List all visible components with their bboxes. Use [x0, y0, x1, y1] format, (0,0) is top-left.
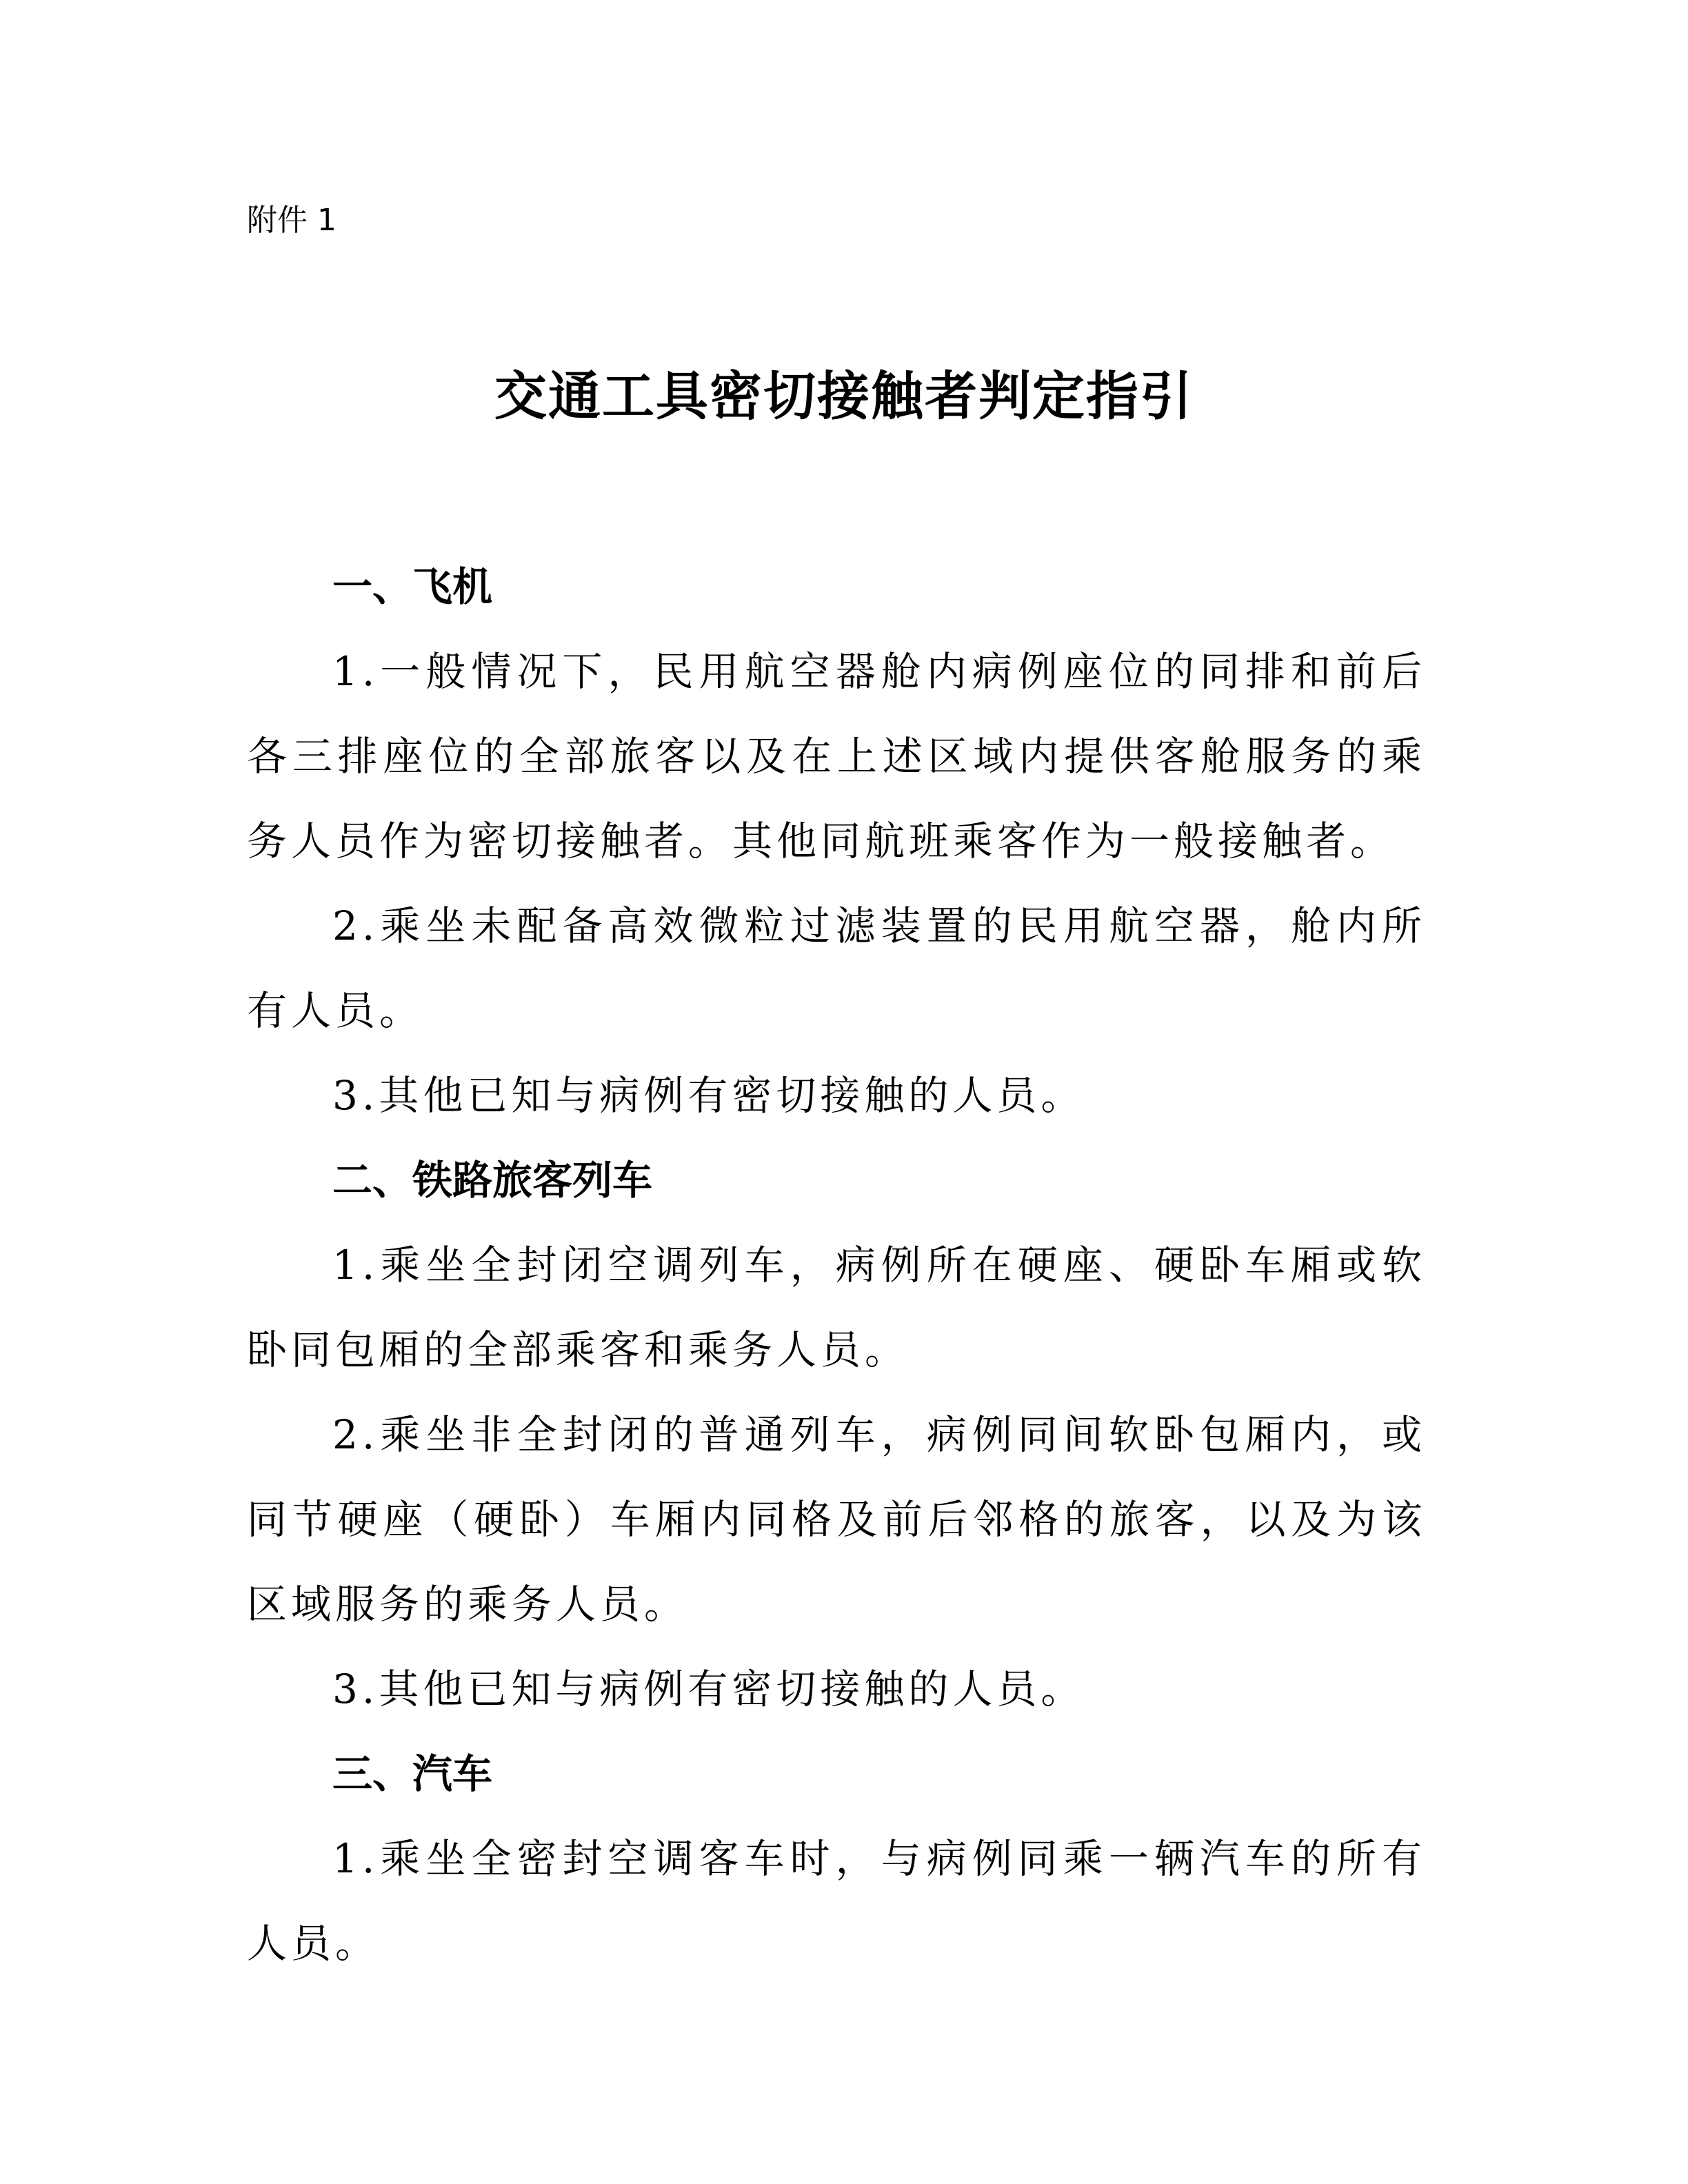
section-heading: 一、飞机 [332, 563, 493, 610]
paragraph: 1.乘坐全封闭空调列车，病例所在硬座、硬卧车厢或软卧同包厢的全部乘客和乘务人员。 [247, 1242, 1426, 1373]
section-heading: 三、汽车 [332, 1750, 493, 1797]
document-body [247, 545, 1426, 1986]
section-airplane [247, 545, 1426, 1138]
paragraph: 3.其他已知与病例有密切接触的人员。 [332, 1072, 1085, 1119]
paragraph: 3.其他已知与病例有密切接触的人员。 [332, 1666, 1085, 1712]
paragraph: 2.乘坐未配备高效微粒过滤装置的民用航空器，舱内所有人员。 [247, 902, 1426, 1034]
section-heading: 二、铁路旅客列车 [332, 1157, 653, 1204]
paragraph: 2.乘坐非全封闭的普通列车，病例同间软卧包厢内，或同节硬座（硬卧）车厢内同格及前后邻格的旅客，以及为该区域服务的乘务人员。 [247, 1411, 1426, 1628]
section-car [247, 1732, 1426, 1986]
paragraph: 1.一般情况下，民用航空器舱内病例座位的同排和前后各三排座位的全部旅客以及在上述区域内提供客舱服务的乘务人员作为密切接触者。其他同航班乘客作为一般接触者。 [247, 648, 1426, 865]
document-title: 交通工具密切接触者判定指引 [494, 365, 1194, 427]
paragraph: 1.乘坐全密封空调客车时，与病例同乘一辆汽车的所有人员。 [247, 1835, 1426, 1967]
attachment-label: 附件 1 [247, 203, 336, 238]
section-railway [247, 1138, 1426, 1732]
